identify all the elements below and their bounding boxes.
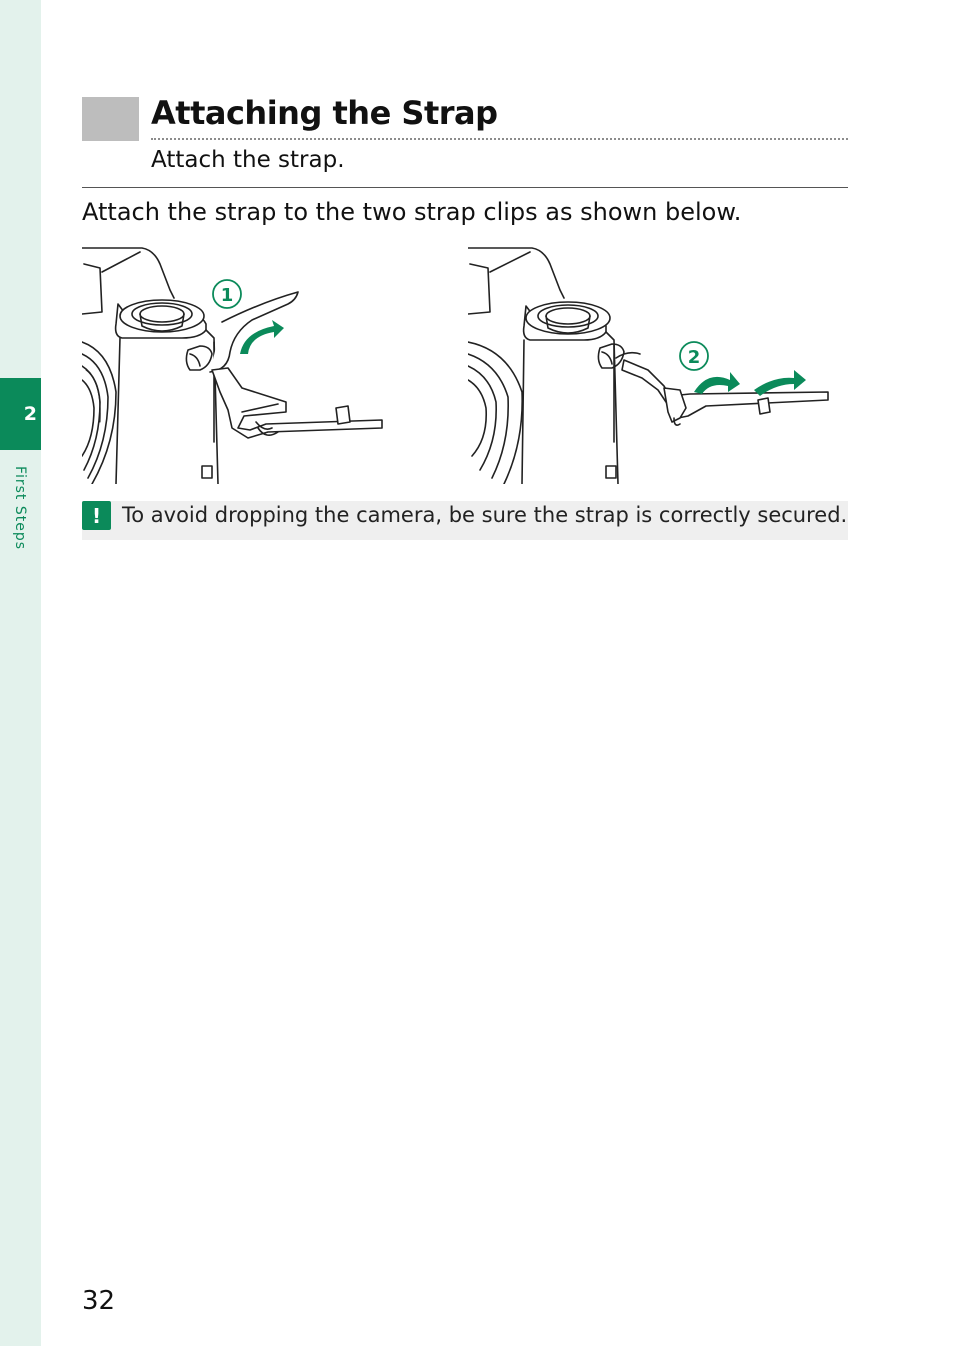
strap-figure-step-2 [468,242,832,484]
chapter-name: First Steps [12,465,28,551]
section-rule [82,187,848,188]
page-title: Attaching the Strap [151,94,498,132]
heading-divider [151,138,848,140]
caution-icon: ! [82,501,111,530]
step-label-2: 2 [687,347,701,368]
heading-marker [82,97,139,141]
chapter-number: 2 [23,403,37,425]
side-strip [0,0,41,1346]
chapter-tab[interactable] [0,378,41,450]
page-number: 32 [82,1286,116,1316]
strap-figure-step-1 [82,242,394,484]
page-subtitle: Attach the strap. [151,147,345,173]
caution-text: To avoid dropping the camera, be sure the strap is correctly secured. [122,503,848,527]
instruction-text: Attach the strap to the two strap clips as shown below. [82,198,742,226]
step-label-1: 1 [220,285,234,306]
caution-note [82,501,848,540]
